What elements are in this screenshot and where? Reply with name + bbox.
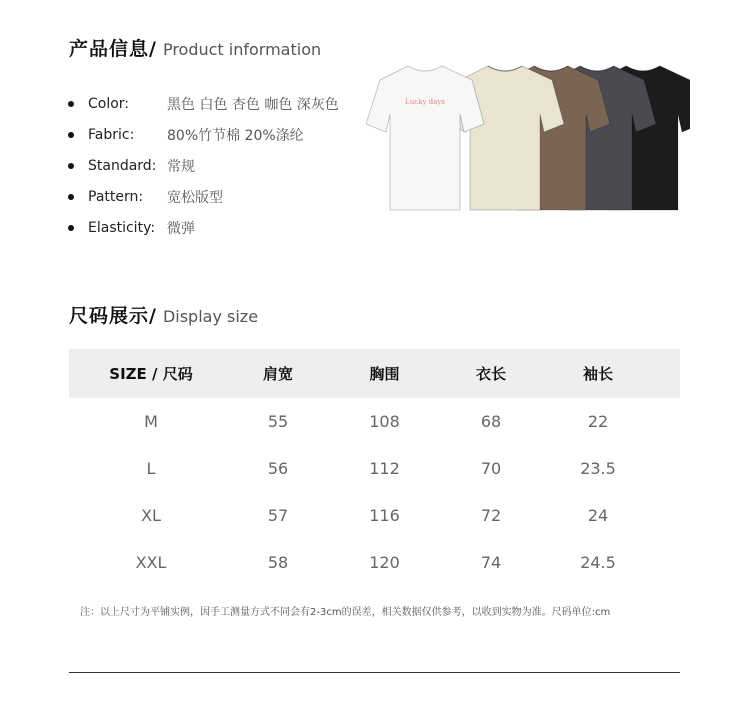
bullet-icon xyxy=(68,163,74,169)
table-cell: 58 xyxy=(267,553,289,572)
product-info-title xyxy=(69,34,321,61)
table-cell: 56 xyxy=(267,459,289,478)
table-cell: 68 xyxy=(480,412,502,431)
info-value: 黑色 白色 杏色 咖色 深灰色 xyxy=(167,96,339,113)
tshirt-white xyxy=(366,66,484,210)
size-table-header xyxy=(69,349,680,398)
table-cell: 70 xyxy=(480,459,502,478)
header-shoulder: 肩宽 xyxy=(262,365,293,383)
table-cell: 72 xyxy=(480,506,502,525)
header-size: SIZE / 尺码 xyxy=(109,365,193,383)
bullet-icon xyxy=(68,225,74,231)
info-label: Color: xyxy=(88,95,130,112)
info-value: 常规 xyxy=(167,158,195,175)
product-info-title-cn: 产品信息/ xyxy=(69,38,157,60)
info-value: 80%竹节棉 20%涤纶 xyxy=(167,127,304,144)
table-cell: M xyxy=(144,412,158,431)
info-value: 微弹 xyxy=(167,220,195,237)
divider xyxy=(69,672,680,673)
table-row xyxy=(69,445,680,492)
info-row-color xyxy=(68,88,339,119)
header-chest: 胸围 xyxy=(369,365,400,383)
info-label: Fabric: xyxy=(88,126,135,143)
info-row-elasticity xyxy=(68,212,339,243)
bullet-icon xyxy=(68,101,74,107)
info-value: 宽松版型 xyxy=(167,189,223,206)
bullet-icon xyxy=(68,132,74,138)
bullet-icon xyxy=(68,194,74,200)
table-cell: 55 xyxy=(267,412,289,431)
table-cell: 108 xyxy=(369,412,400,431)
tshirt-product-image xyxy=(360,60,690,215)
table-cell: 24.5 xyxy=(580,553,616,572)
table-cell: 116 xyxy=(369,506,400,525)
display-size-title-en: Display size xyxy=(162,307,259,326)
table-cell: 74 xyxy=(480,553,502,572)
info-row-standard xyxy=(68,150,339,181)
header-length: 衣长 xyxy=(475,365,506,383)
display-size-title xyxy=(69,301,258,328)
table-cell: 23.5 xyxy=(580,459,616,478)
product-info-title-en: Product information xyxy=(162,40,322,59)
table-cell: L xyxy=(146,459,156,478)
display-size-title-cn: 尺码展示/ xyxy=(69,305,157,327)
table-cell: 57 xyxy=(267,506,289,525)
table-cell: 22 xyxy=(587,412,609,431)
header-sleeve: 袖长 xyxy=(582,365,613,383)
table-cell: XL xyxy=(141,506,161,525)
table-cell: 24 xyxy=(587,506,609,525)
product-info-list xyxy=(68,88,339,243)
table-cell: 112 xyxy=(369,459,400,478)
size-table xyxy=(69,349,680,586)
measurement-note: 注：以上尺寸为平铺实例，因手工测量方式不同会有2-3cm的误差，相关数据仅供参考，以收到实物为准。尺码单位:cm xyxy=(80,607,611,618)
table-row xyxy=(69,398,680,445)
table-cell: 120 xyxy=(369,553,400,572)
info-label: Pattern: xyxy=(88,188,144,205)
table-cell: XXL xyxy=(135,553,167,572)
info-label: Elasticity: xyxy=(88,219,156,236)
table-row xyxy=(69,539,680,586)
table-row xyxy=(69,492,680,539)
info-row-pattern xyxy=(68,181,339,212)
info-row-fabric xyxy=(68,119,339,150)
info-label: Standard: xyxy=(88,157,157,174)
shirt-print-text: Lucky days xyxy=(405,98,445,106)
